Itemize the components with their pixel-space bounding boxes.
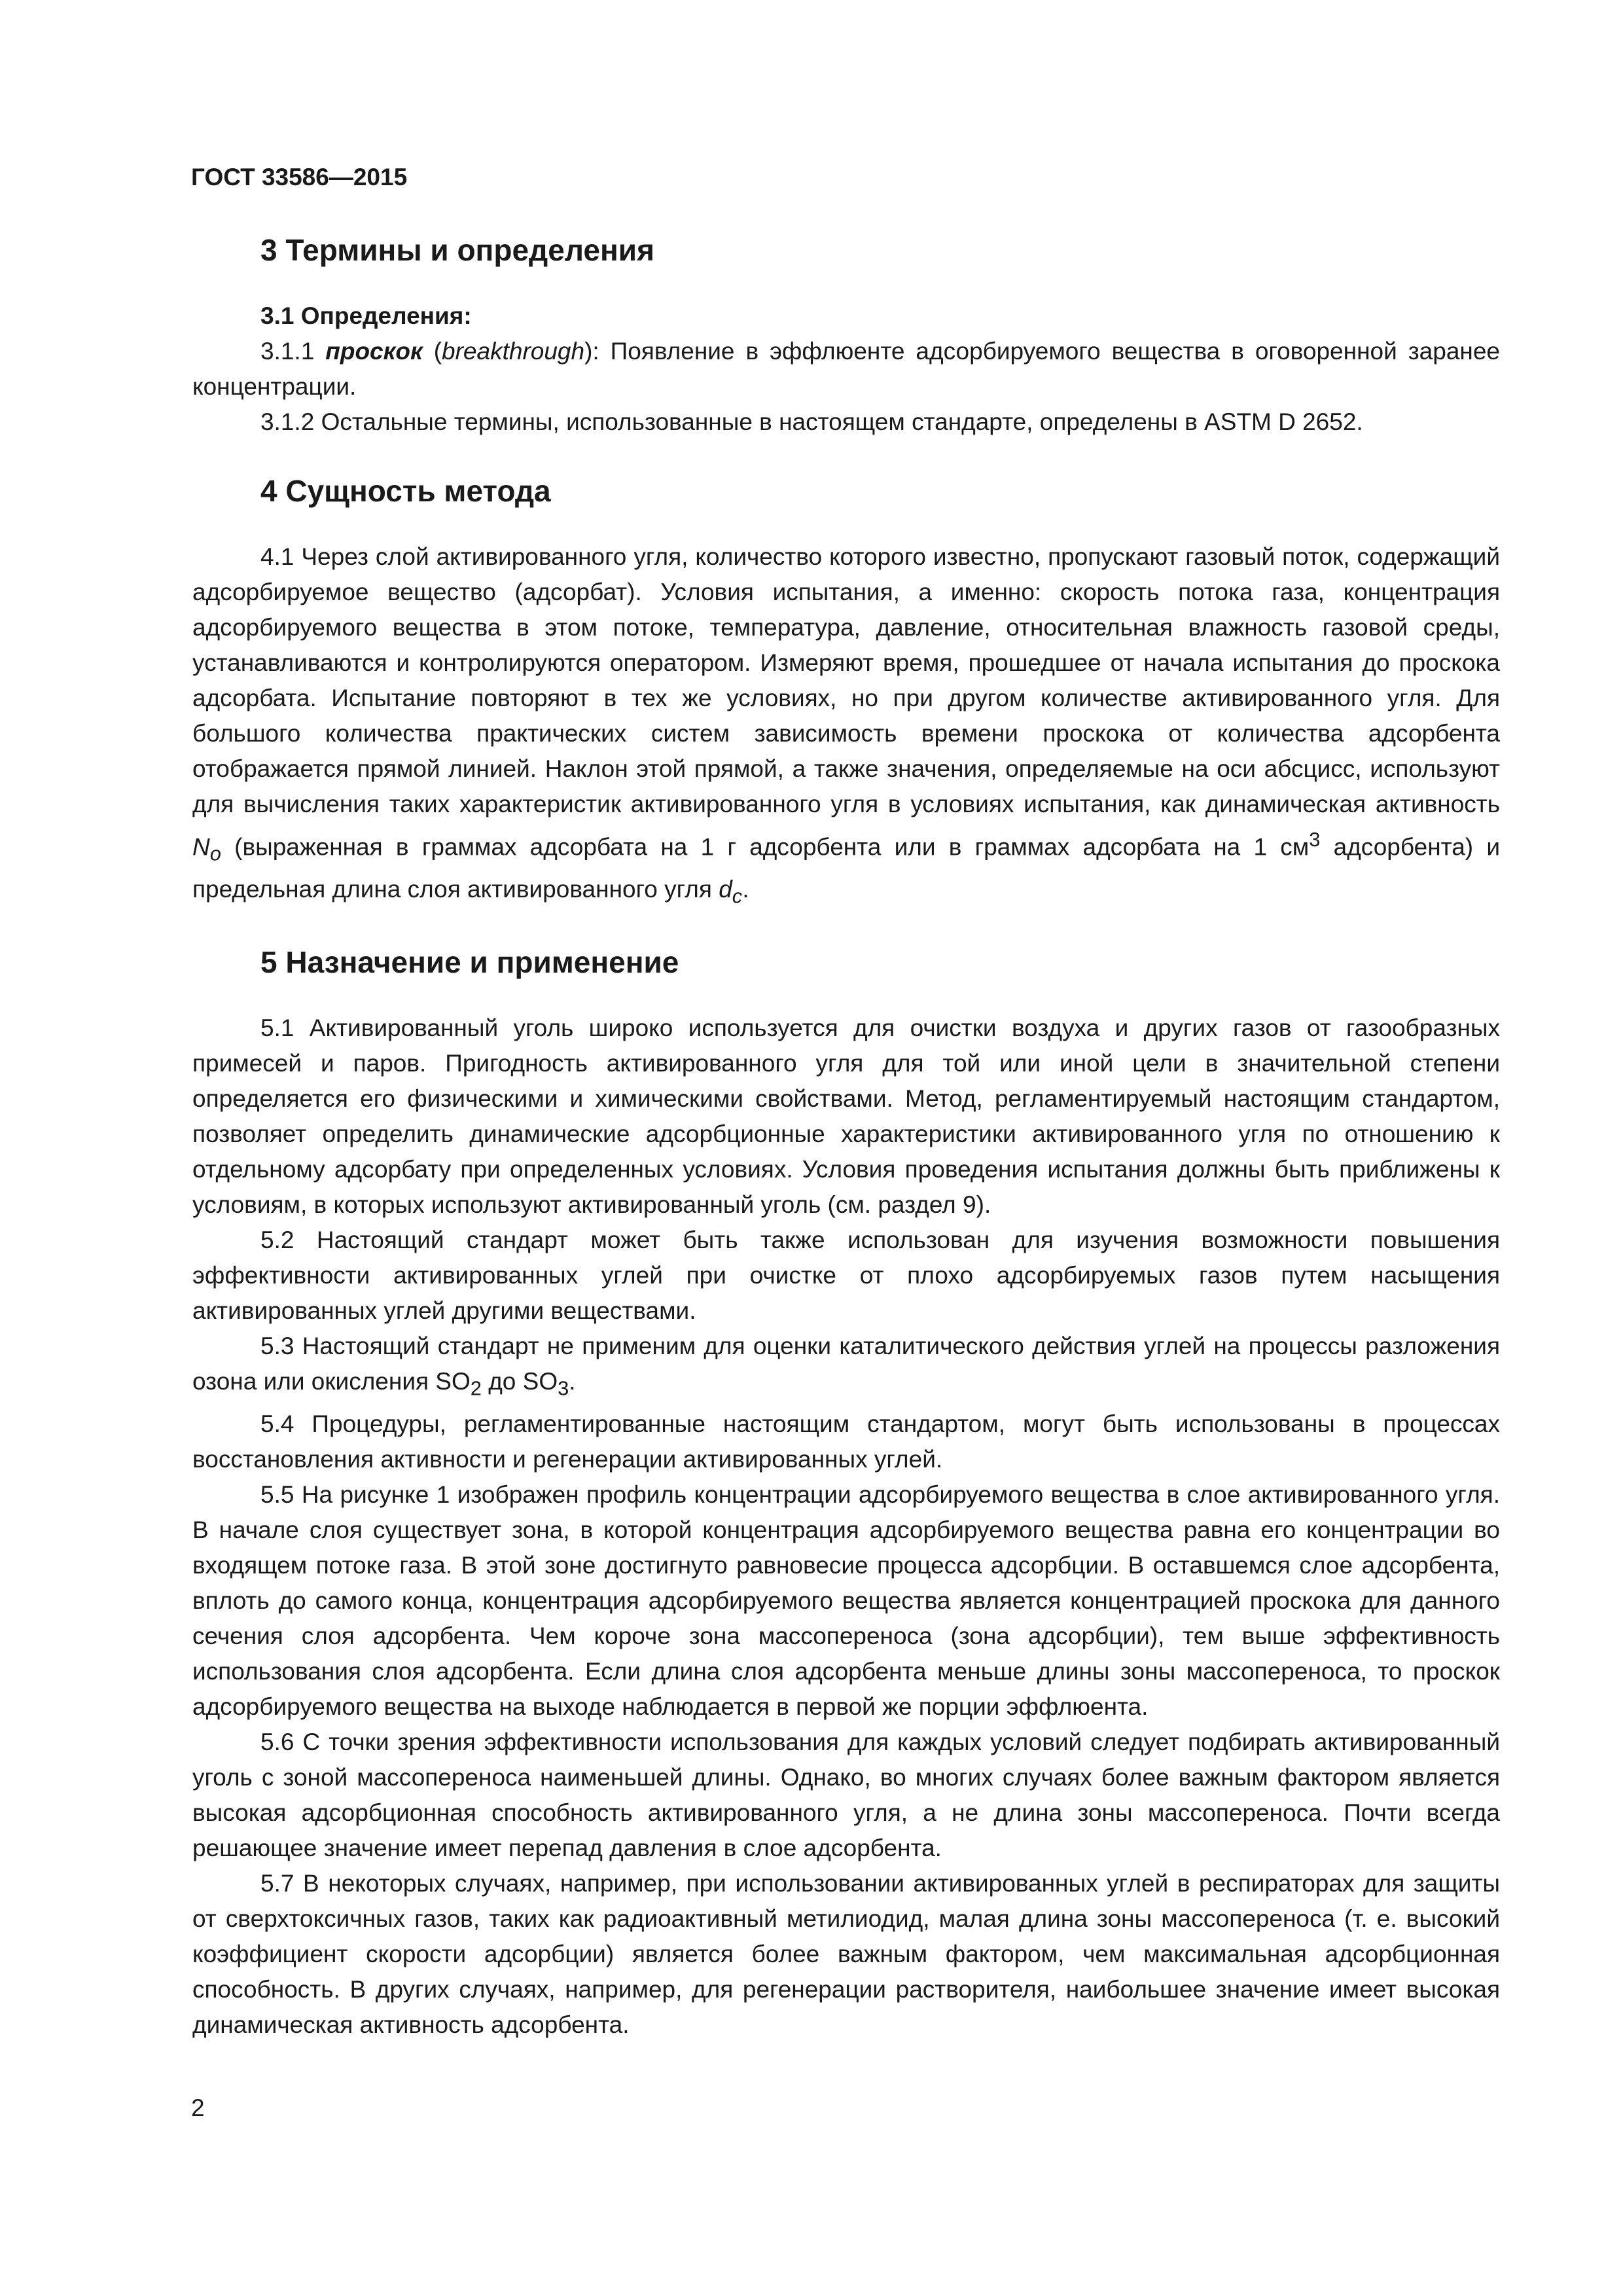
paragraph-5-3: 5.3 Настоящий стандарт не применим для оценки каталитического действия углей на процессы разложения озона или окисления $SO_2$ до $SO_3$. <box>192 1333 1500 1400</box>
subsection-3-1-heading: 3.1 Определения: <box>260 302 472 329</box>
paragraph-4-1: 4.1 Через слой активированного угля, количество которого известно, пропускают газовый поток, содержащий адсорбируемое вещество (адсорбат). Условия испытания, а именно: скорость потока газа, концентрация адсорбируемого вещества в этом потоке, температура, давление, относительная влажность газовой среды, устанавливаются и контролируются оператором. Измеряют время, прошедшее от начала испытания до проскока адсорбата. Испытание повторяют в тех же условиях, но при другом количестве активированного угля. Для большого количества практических систем зависимость времени проскока от количества адсорбента отображается прямой линией. Наклон этой прямой, а также значения, определяемые на оси абсцисс, используют для вычисления таких характеристик активированного угля в условиях испытания, как динамическая активность $N_o$ (выраженная в граммах адсорбата на 1 г адсорбента или в граммах адсорбата на 1 $см^3$ адсорбента) и предельная длина слоя активированного угля $d_c$. <box>192 543 1501 908</box>
section-5-heading: 5 Назначение и применение <box>260 945 679 980</box>
paragraph-5-7: 5.7 В некоторых случаях, например, при использовании активированных углей в респираторах для защиты от сверхтоксичных газов, таких как радиоактивный метилиодид, малая длина зоны массопереноса (т. е. высокий коэффициент скорости адсорбции) является более важным фактором, чем максимальная адсорбционная способность. В других случаях, например, для регенерации растворителя, наибольшее значение имеет высокая динамическая активность адсорбента. <box>192 1869 1500 2038</box>
paragraph-5-5: 5.5 На рисунке 1 изображен профиль концентрации адсорбируемого вещества в слое активированного угля. В начале слоя существует зона, в которой концентрация адсорбируемого вещества равна его концентрации во входящем потоке газа. В этой зоне достигнуто равновесие процесса адсорбции. В оставшемся слое адсорбента, вплоть до самого конца, концентрация адсорбируемого вещества является концентрацией проскока для данного сечения слоя адсорбента. Чем короче зона массопереноса (зона адсорбции), тем выше эффективность использования слоя адсорбента. Если длина слоя адсорбента меньше длины зоны массопереноса, то проскок адсорбируемого вещества на выходе наблюдается в первой же порции эффлюента. <box>192 1480 1500 1720</box>
paragraph-3-1-2: 3.1.2 Остальные термины, использованные в настоящем стандарте, определены в ASTM D 2652. <box>260 408 1363 435</box>
definition-text: Появление в эффлюенте адсорбируемого вещества в оговоренной заранее концентрации. <box>192 338 1500 400</box>
paragraph-5-1: 5.1 Активированный уголь широко используется для очистки воздуха и других газов от газообразных примесей и паров. Пригодность активированного угля для той или иной цели в значительной степени определяется его физическими и химическими свойствами. Метод, регламентируемый настоящим стандартом, позволяет определить динамические адсорбционные характеристики активированного угля по отношению к отдельному адсорбату при определенных условиях. Условия проведения испытания должны быть приближены к условиям, в которых используют активированный уголь (см. раздел 9). <box>192 1014 1500 1219</box>
paragraph-number: 3.1.1 <box>260 338 326 365</box>
term-english: breakthrough <box>442 338 585 365</box>
paragraph-5-4: 5.4 Процедуры, регламентированные настоящим стандартом, могут быть использованы в процессах восстановления активности и регенерации активированных углей. <box>192 1410 1500 1473</box>
paragraph-5-6: 5.6 С точки зрения эффективности использования для каждых условий следует подбирать активированный уголь с зоной массопереноса наименьшей длины. Однако, во многих случаях более важным фактором является высокая адсорбционная способность активированного угля, а не длина зоны массопереноса. Почти всегда решающее значение имеет перепад давления в слое адсорбента. <box>192 1728 1500 1861</box>
section-3-heading: 3 Термины и определения <box>260 233 654 267</box>
term: проскок <box>325 338 423 365</box>
section-4-heading: 4 Сущность метода <box>260 474 551 508</box>
paragraph-3-1-1: 3.1.1 проскок (breakthrough): Появление в эффлюенте адсорбируемого вещества в оговоренной заранее концентрации. <box>192 338 1500 400</box>
paragraph-5-2: 5.2 Настоящий стандарт может быть также использован для изучения возможности повышения эффективности активированных углей при очистке от плохо адсорбируемых газов путем насыщения активированных углей другими веществами. <box>192 1227 1500 1325</box>
page-number: 2 <box>191 2094 205 2121</box>
page-content <box>192 230 1500 2043</box>
document-code: ГОСТ 33586—2015 <box>191 164 408 190</box>
